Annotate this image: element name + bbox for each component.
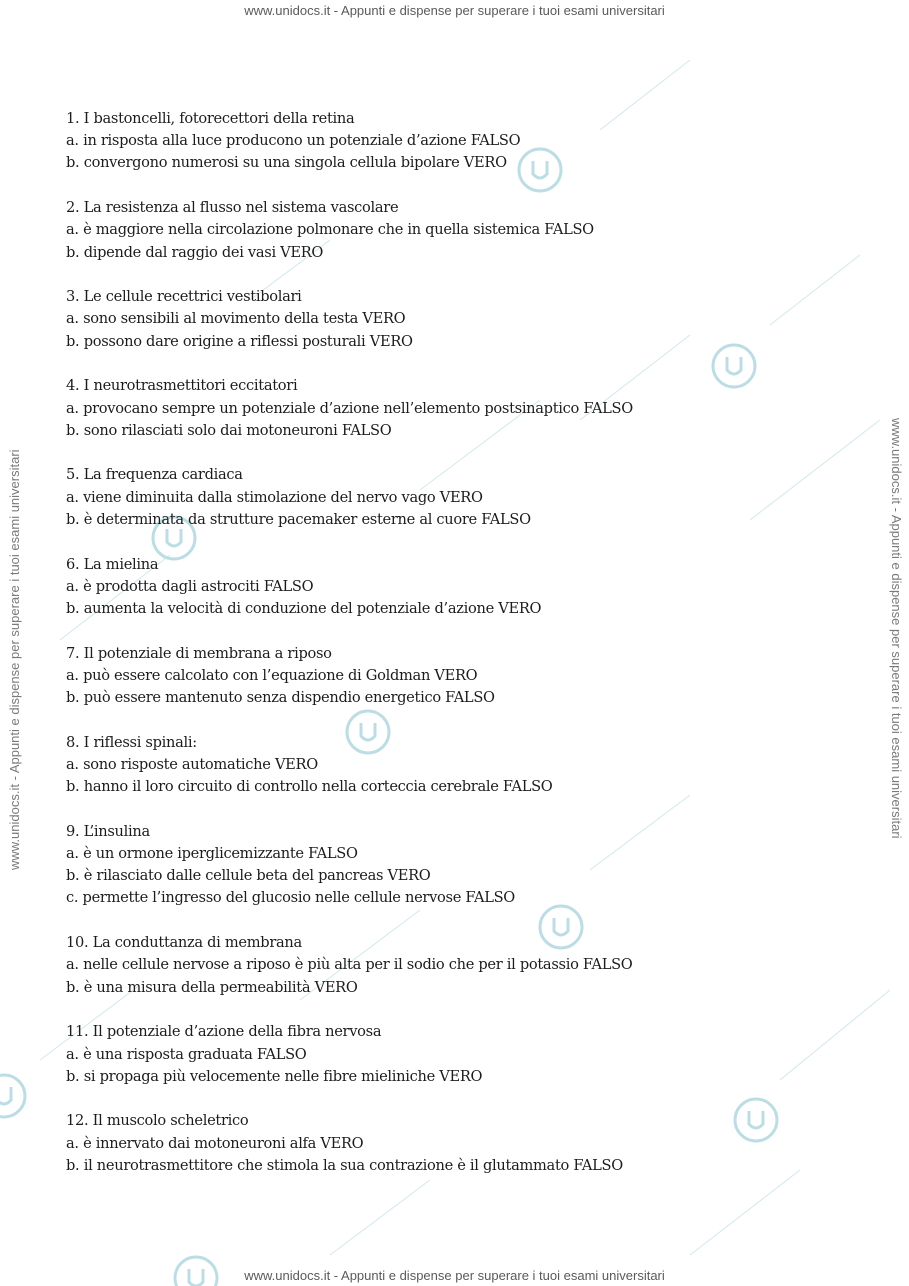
question-title: 7. Il potenziale di membrana a riposo (66, 644, 332, 662)
bottom-banner: www.unidocs.it - Appunti e dispense per superare i tuoi esami universitari (244, 1268, 665, 1283)
question-title: 3. Le cellule recettrici vestibolari (66, 288, 302, 306)
question-1 (66, 108, 886, 175)
option-b: b. può essere mantenuto senza dispendio energetico FALSO (66, 689, 495, 707)
option-b: b. convergono numerosi su una singola cellula bipolare VERO (66, 154, 507, 172)
option-c: c. permette l’ingresso del glucosio nelle cellule nervose FALSO (66, 889, 515, 907)
question-title: 11. Il potenziale d’azione della fibra nervosa (66, 1023, 382, 1041)
option-a: a. sono risposte automatiche VERO (66, 755, 318, 773)
option-b: b. sono rilasciati solo dai motoneuroni FALSO (66, 421, 392, 439)
question-title: 5. La frequenza cardiaca (66, 466, 243, 484)
option-a: a. nelle cellule nervose a riposo è più alta per il sodio che per il potassio FALSO (66, 956, 633, 974)
option-a: a. sono sensibili al movimento della testa VERO (66, 310, 406, 328)
option-a: a. è maggiore nella circolazione polmonare che in quella sistemica FALSO (66, 221, 594, 239)
option-b: b. è determinata da strutture pacemaker esterne al cuore FALSO (66, 510, 531, 528)
option-a: a. in risposta alla luce producono un potenziale d’azione FALSO (66, 132, 521, 150)
option-a: a. è innervato dai motoneuroni alfa VERO (66, 1134, 364, 1152)
option-b: b. è rilasciato dalle cellule beta del pancreas VERO (66, 867, 431, 885)
question-11 (66, 1021, 886, 1088)
option-a: a. è prodotta dagli astrociti FALSO (66, 577, 314, 595)
option-b: b. possono dare origine a riflessi posturali VERO (66, 332, 413, 350)
option-b: b. hanno il loro circuito di controllo nella corteccia cerebrale FALSO (66, 778, 553, 796)
option-a: a. provocano sempre un potenziale d’azione nell’elemento postsinaptico FALSO (66, 399, 633, 417)
question-title: 6. La mielina (66, 555, 159, 573)
option-a: a. è un ormone iperglicemizzante FALSO (66, 845, 358, 863)
question-12 (66, 1110, 886, 1177)
option-b: b. il neurotrasmettitore che stimola la sua contrazione è il glutammato FALSO (66, 1156, 623, 1174)
option-a: a. viene diminuita dalla stimolazione del nervo vago VERO (66, 488, 483, 506)
question-title: 8. I riflessi spinali: (66, 733, 197, 751)
question-title: 10. La conduttanza di membrana (66, 934, 302, 952)
question-10 (66, 932, 886, 999)
question-2 (66, 197, 886, 264)
question-title: 4. I neurotrasmettitori eccitatori (66, 377, 298, 395)
option-b: b. è una misura della permeabilità VERO (66, 978, 358, 996)
option-b: b. aumenta la velocità di conduzione del potenziale d’azione VERO (66, 599, 542, 617)
question-3 (66, 286, 886, 353)
option-a: a. è una risposta graduata FALSO (66, 1045, 307, 1063)
right-side-watermark: www.unidocs.it - Appunti e dispense per superare i tuoi esami universitari (889, 418, 904, 839)
question-title: 2. La resistenza al flusso nel sistema vascolare (66, 199, 399, 217)
question-6 (66, 554, 886, 621)
unidocs-logo-icon (0, 1075, 25, 1117)
question-4 (66, 375, 886, 442)
question-list (66, 108, 886, 1200)
question-title: 1. I bastoncelli, fotorecettori della retina (66, 110, 355, 127)
question-title: 12. Il muscolo scheletrico (66, 1112, 249, 1130)
left-side-watermark: www.unidocs.it - Appunti e dispense per superare i tuoi esami universitari (7, 449, 22, 870)
question-title: 9. L’insulina (66, 822, 150, 840)
top-banner: www.unidocs.it - Appunti e dispense per superare i tuoi esami universitari (244, 3, 665, 18)
question-5 (66, 464, 886, 531)
option-b: b. si propaga più velocemente nelle fibre mieliniche VERO (66, 1067, 483, 1085)
question-7 (66, 643, 886, 710)
question-9 (66, 821, 886, 910)
option-a: a. può essere calcolato con l’equazione di Goldman VERO (66, 666, 478, 684)
option-b: b. dipende dal raggio dei vasi VERO (66, 243, 324, 261)
question-8 (66, 732, 886, 799)
